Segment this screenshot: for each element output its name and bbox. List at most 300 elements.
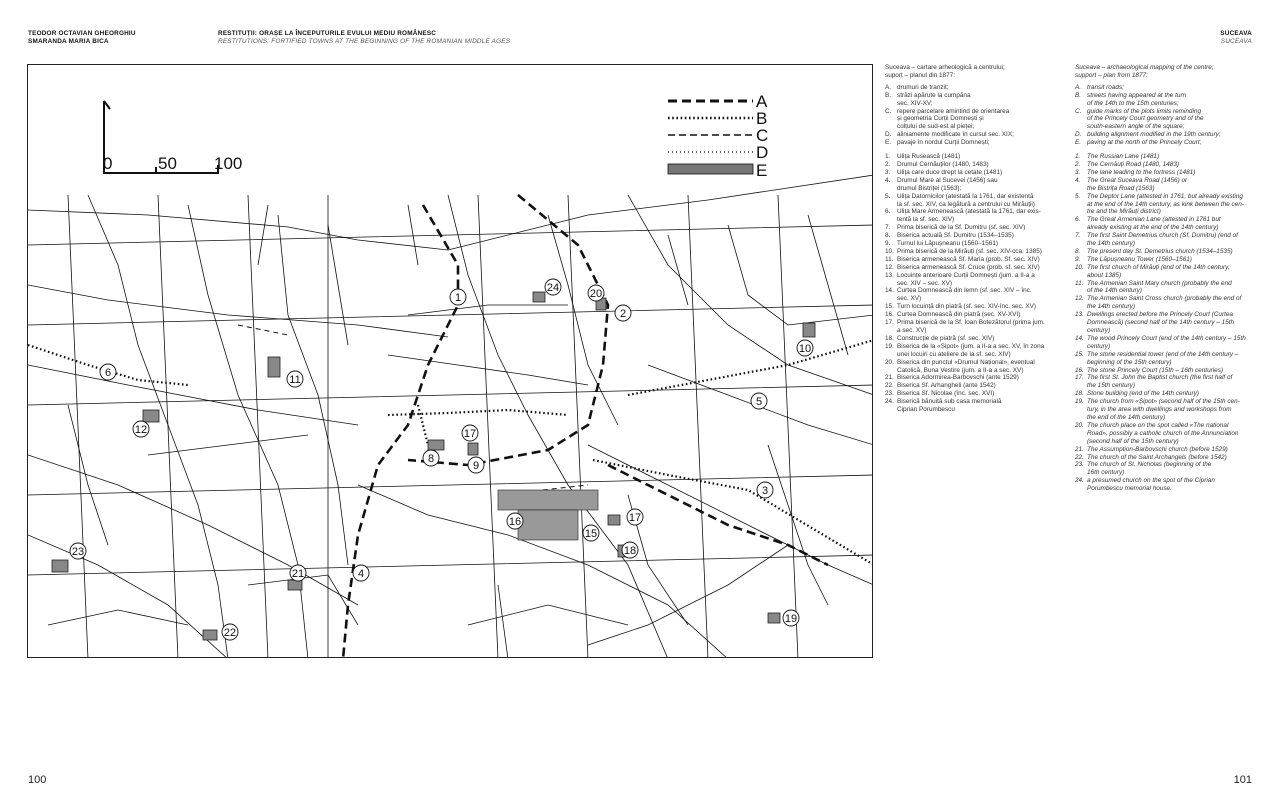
- caption-en-item-text: [1087, 216, 1255, 232]
- caption-en-item-number: 3.: [1075, 168, 1081, 176]
- site-label-10: 10: [798, 343, 812, 355]
- header-book-title: [218, 30, 510, 46]
- page-number-right: 101: [1233, 774, 1252, 786]
- caption-ro-item-line: Biserica Sf. Arhangheli (ante 1542): [897, 382, 996, 390]
- caption-en-item-line: The Great Suceava Road (1456) or: [1087, 176, 1188, 184]
- caption-ro-item: [885, 311, 1063, 319]
- caption-ro-item: [885, 193, 1063, 209]
- caption-en-legend-item: [1075, 84, 1255, 92]
- caption-en-item-line: beginning of the 15th century): [1087, 358, 1172, 366]
- caption-ro-item-number: 22.: [885, 382, 894, 390]
- caption-ro-item-line: Biserica actuală Sf. Dumitru (1534–1535): [897, 232, 1014, 240]
- caption-en-item: [1075, 461, 1255, 477]
- site-label-17-north: 17: [463, 428, 477, 440]
- site-label-1: 1: [454, 292, 462, 304]
- caption-en-item-line: tury, in the area with dwellings and workshops from: [1087, 406, 1232, 414]
- caption-en-item-text: [1087, 295, 1255, 311]
- caption-en-item-number: 24.: [1075, 477, 1084, 485]
- caption-en-item-text: [1087, 351, 1255, 367]
- site-label-19: 19: [784, 613, 798, 625]
- caption-en-item-line: The Assumption-Barbovschi church (before 1529): [1087, 445, 1228, 453]
- caption-en-legend-key: D.: [1075, 131, 1082, 139]
- caption-en-item: [1075, 280, 1255, 296]
- scale-label-50: 50: [158, 154, 177, 173]
- caption-ro-item: [885, 303, 1063, 311]
- caption-ro-legend-item: [885, 139, 1063, 147]
- caption-ro-item-number: 18.: [885, 334, 894, 342]
- scale-label-100: 100: [214, 154, 243, 173]
- caption-en-legend-line: of the Princely Court geometry and of the: [1087, 115, 1204, 123]
- caption-ro-item-text: [897, 272, 1063, 288]
- site-label-2: 2: [619, 308, 627, 320]
- caption-en-item-text: [1087, 153, 1255, 161]
- caption-ro-title-line: Suceava – cartare arheologică a centrului;: [885, 64, 1005, 71]
- caption-en-legend-line: transit roads;: [1087, 83, 1124, 91]
- caption-en-legend-text: [1087, 84, 1255, 92]
- site-label-17-south: 17: [628, 512, 642, 524]
- caption-en-item: [1075, 264, 1255, 280]
- caption-ro-item-line: a sec. XV): [897, 327, 927, 334]
- caption-ro-item-number: 7.: [885, 224, 891, 232]
- caption-en-item: [1075, 351, 1255, 367]
- caption-en-item-text: [1087, 311, 1255, 335]
- caption-ro-legend-line: străzi apărute la cumpăna: [897, 91, 971, 99]
- caption-en-item: [1075, 169, 1255, 177]
- caption-en-item-line: century): [1087, 327, 1111, 334]
- caption-en-item-number: 7.: [1075, 232, 1081, 240]
- caption-en-item: [1075, 193, 1255, 217]
- caption-ro-item-line: Turn locuință din piatră (sf. sec. XIV-înc. sec. XV): [897, 303, 1036, 311]
- caption-en-item: [1075, 454, 1255, 462]
- caption-en-item: [1075, 216, 1255, 232]
- caption-ro-item-text: [897, 256, 1063, 264]
- caption-en-item: [1075, 335, 1255, 351]
- author-2: SMARANDA MARIA BICA: [28, 38, 109, 45]
- caption-en-legend-text: [1087, 131, 1255, 139]
- caption-en-item-line: the 14th century): [1087, 240, 1135, 248]
- caption-en-legend-key: A.: [1075, 83, 1082, 91]
- caption-ro-item-number: 19.: [885, 342, 894, 350]
- caption-en-legend-item: [1075, 131, 1255, 139]
- caption-ro-item-line: Biserica din punctul «Drumul Național», eventual: [897, 358, 1035, 366]
- caption-en-item-line: Road», possibly a catholic church of the Annunciation: [1087, 429, 1239, 437]
- caption-ro-item-line: Locuințe anterioare Curții Domnești (jum. a II-a a: [897, 271, 1035, 279]
- header-city: [1220, 30, 1252, 46]
- caption-ro-legend-text: [897, 84, 1063, 92]
- caption-en-item-line: Stone building (end of the 14th century): [1087, 390, 1199, 398]
- caption-ro-item-number: 10.: [885, 247, 894, 255]
- caption-en-item-line: the 14th century): [1087, 303, 1135, 311]
- caption-ro-item-number: 23.: [885, 390, 894, 398]
- caption-ro-item-line: Ulița care duce drept la cetate (1481): [897, 168, 1003, 176]
- caption-en-item: [1075, 153, 1255, 161]
- caption-en-legend-line: building alignment modified in the 19th century;: [1087, 131, 1221, 139]
- caption-ro-item: [885, 272, 1063, 288]
- caption-en-item: [1075, 374, 1255, 390]
- site-label-23: 23: [71, 546, 85, 558]
- caption-en-item-line: (second half of the 15th century): [1087, 437, 1179, 445]
- legend-key-a: A: [756, 92, 768, 111]
- site-label-24: 24: [546, 282, 560, 294]
- caption-ro-legend-line: pavaje în nordul Curții Domnești;: [897, 139, 990, 147]
- caption-ro-item-line: Biserica Sf. Nicolae (înc. sec. XVI): [897, 390, 995, 398]
- caption-en-item: [1075, 177, 1255, 193]
- author-1: TEODOR OCTAVIAN GHEORGHIU: [28, 30, 136, 37]
- caption-ro-item-line: Curtea Domnească din piatră (sec. XV-XVI): [897, 311, 1021, 319]
- caption-ro-item-number: 15.: [885, 303, 894, 311]
- caption-ro-item-line: Biserica Adormirea-Barbovschi (ante 1529): [897, 374, 1019, 382]
- caption-en-item-number: 8.: [1075, 247, 1081, 255]
- caption-ro-item: [885, 224, 1063, 232]
- caption-en-legend-item: [1075, 108, 1255, 132]
- caption-ro-item-number: 14.: [885, 287, 894, 295]
- caption-ro-legend-line: aliniamente modificate în cursul sec. XIX;: [897, 131, 1014, 139]
- caption-ro-legend-key: B.: [885, 91, 892, 99]
- caption-en-item-text: [1087, 248, 1255, 256]
- caption-en-legend-key: E.: [1075, 139, 1082, 147]
- caption-ro-item-text: [897, 374, 1063, 382]
- caption-ro-item-line: Prima biserică de la Mirăuți (sf. sec. XIV-cca. 1385): [897, 247, 1042, 255]
- caption-en-item-text: [1087, 477, 1255, 493]
- caption-en-legend-key: B.: [1075, 91, 1082, 99]
- caption-en-item: [1075, 248, 1255, 256]
- caption-ro-legend-line: colțului de sud-est al pieței;: [897, 123, 975, 131]
- caption-en-item-text: [1087, 374, 1255, 390]
- caption-ro-item-line: la sf. sec. XIV, ca legătură a centrului cu Mirăuții): [897, 200, 1035, 208]
- caption-ro-item-text: [897, 153, 1063, 161]
- caption-en-item-line: The Lăpușneanu Tower (1560–1561): [1087, 255, 1192, 263]
- caption-ro-item-number: 11.: [885, 255, 894, 263]
- caption-ro-item: [885, 382, 1063, 390]
- caption-en-legend-text: [1087, 108, 1255, 132]
- caption-ro-item-text: [897, 335, 1063, 343]
- caption-ro-legend-key: E.: [885, 139, 892, 147]
- site-label-5: 5: [755, 396, 763, 408]
- caption-en-item-line: The church place on the spot called «The national: [1087, 421, 1229, 429]
- caption-ro-item-text: [897, 224, 1063, 232]
- caption-en-item-text: [1087, 398, 1255, 422]
- caption-en-item-number: 21.: [1075, 445, 1084, 453]
- caption-ro-item-line: Ulița Mare Armenească (atestată la 1761, dar exis-: [897, 208, 1041, 216]
- caption-ro-legend-item: [885, 84, 1063, 92]
- caption-ro-item-line: Turnul lui Lăpușneanu (1560–1561): [897, 240, 999, 248]
- caption-en-item-text: [1087, 422, 1255, 446]
- site-label-16: 16: [508, 516, 522, 528]
- caption-ro-item: [885, 287, 1063, 303]
- caption-en-item-line: of the 14th century): [1087, 287, 1143, 295]
- caption-en-item-number: 11.: [1075, 279, 1084, 287]
- caption-ro-item-line: sec. XV): [897, 295, 922, 303]
- caption-en-item-text: [1087, 446, 1255, 454]
- caption-en-item-text: [1087, 454, 1255, 462]
- caption-en-item-line: The wood Princely Court (end of the 14th century – 15th: [1087, 334, 1246, 342]
- caption-ro-item-text: [897, 382, 1063, 390]
- site-label-12: 12: [134, 424, 148, 436]
- caption-ro-item-text: [897, 311, 1063, 319]
- caption-en-item-line: The lane leading to the fortress (1481): [1087, 168, 1196, 176]
- caption-ro-item-number: 16.: [885, 311, 894, 319]
- caption-en-item: [1075, 161, 1255, 169]
- caption-ro-item-text: [897, 319, 1063, 335]
- caption-ro-item-number: 20.: [885, 358, 894, 366]
- legend-key-d: D: [756, 143, 769, 162]
- caption-en-item-text: [1087, 177, 1255, 193]
- caption-ro-item: [885, 374, 1063, 382]
- caption-en-item-number: 10.: [1075, 263, 1084, 271]
- legend-key-b: B: [756, 109, 768, 128]
- caption-en-item-number: 16.: [1075, 366, 1084, 374]
- caption-ro-item-text: [897, 208, 1063, 224]
- caption-en-item-line: the end of the 14th century): [1087, 413, 1166, 421]
- caption-en-item-line: 16th century): [1087, 469, 1125, 477]
- site-label-11: 11: [289, 374, 301, 386]
- caption-en-item-line: The Russian Lane (1481): [1087, 153, 1160, 161]
- caption-ro-item-number: 8.: [885, 232, 891, 240]
- caption-en-item-number: 2.: [1075, 160, 1081, 168]
- caption-en-item-number: 13.: [1075, 311, 1084, 319]
- caption-ro-item-line: sec. XIV – sec. XV): [897, 279, 953, 287]
- site-label-22: 22: [223, 627, 237, 639]
- caption-ro-item-number: 24.: [885, 398, 894, 406]
- caption-en-item-line: The Deptor Lane (attested in 1761, but already existing: [1087, 192, 1243, 200]
- caption-en-item-text: [1087, 264, 1255, 280]
- caption-ro-item-number: 12.: [885, 263, 894, 271]
- caption-ro-item: [885, 343, 1063, 359]
- caption-ro-item-line: Ciprian Porumbescu: [897, 406, 955, 414]
- caption-en-item-line: about 1385): [1087, 271, 1122, 279]
- caption-en-item-text: [1087, 169, 1255, 177]
- caption-ro-item: [885, 398, 1063, 414]
- caption-en-item: [1075, 477, 1255, 493]
- caption-ro-item-number: 9.: [885, 240, 891, 248]
- caption-en-legend-line: of the 14th to the 15th centuries;: [1087, 99, 1179, 107]
- site-label-20: 20: [589, 288, 603, 300]
- caption-en-item-number: 12.: [1075, 295, 1084, 303]
- caption-en-item-text: [1087, 390, 1255, 398]
- site-label-18: 18: [623, 545, 637, 557]
- caption-en: [1075, 64, 1255, 493]
- caption-en-item-line: at the end of the 14th century, as kink between the cen-: [1087, 200, 1244, 208]
- caption-ro-item-line: Biserica armenească Sf. Cruce (prob. sf. sec. XIV): [897, 263, 1040, 271]
- caption-en-item-line: tre and the Mirăuți district): [1087, 208, 1161, 216]
- caption-en-item: [1075, 367, 1255, 375]
- caption-ro-item-text: [897, 343, 1063, 359]
- caption-en-item-text: [1087, 161, 1255, 169]
- caption-ro-legend-line: și geometria Curții Domnești și: [897, 115, 984, 123]
- caption-ro-item: [885, 248, 1063, 256]
- caption-ro-item-text: [897, 264, 1063, 272]
- caption-ro-item-number: 6.: [885, 208, 891, 216]
- caption-en-item-line: The church of the Saint Archangels (before 1542): [1087, 453, 1227, 461]
- caption-en-item-number: 18.: [1075, 390, 1084, 398]
- caption-ro-item: [885, 240, 1063, 248]
- caption-ro-legend-text: [897, 108, 1063, 132]
- caption-ro-item-text: [897, 232, 1063, 240]
- caption-en-legend-item: [1075, 92, 1255, 108]
- caption-en-item-number: 14.: [1075, 334, 1084, 342]
- caption-en-item: [1075, 422, 1255, 446]
- caption-ro-item-number: 21.: [885, 374, 894, 382]
- caption-ro-legend-text: [897, 92, 1063, 108]
- caption-en-item-line: The Cernăuți Road (1480, 1483): [1087, 160, 1180, 168]
- caption-ro-item-line: Curtea Domnească din lemn (sf. sec. XIV – înc.: [897, 287, 1032, 295]
- caption-ro-legend-text: [897, 139, 1063, 147]
- caption-en-item: [1075, 256, 1255, 264]
- caption-ro-legend-item: [885, 131, 1063, 139]
- caption-ro-item: [885, 359, 1063, 375]
- caption-ro-item: [885, 177, 1063, 193]
- caption-ro-item: [885, 161, 1063, 169]
- caption-en-item-text: [1087, 280, 1255, 296]
- caption-en-item-number: 9.: [1075, 255, 1081, 263]
- caption-en-item-number: 20.: [1075, 421, 1084, 429]
- caption-ro-item-line: Drumul Cernăuților (1480, 1483): [897, 160, 989, 168]
- caption-ro-item-line: Construcție de piatră (sf. sec. XIV): [897, 334, 995, 342]
- caption-en-item-text: [1087, 367, 1255, 375]
- site-label-3: 3: [761, 485, 769, 497]
- caption-en-item-line: The Great Armenian Lane (attested in 1761 but: [1087, 216, 1221, 224]
- caption-en-item-number: 5.: [1075, 192, 1081, 200]
- caption-ro-item: [885, 153, 1063, 161]
- caption-ro-legend-key: A.: [885, 83, 892, 91]
- caption-en-item-line: the Bistrița Road (1563): [1087, 184, 1155, 192]
- caption-en-item: [1075, 390, 1255, 398]
- city-name: SUCEAVA: [1220, 30, 1252, 37]
- caption-ro-item-line: Biserica armenească Sf. Maria (prob. Sf. sec. XIV): [897, 255, 1040, 263]
- caption-en-item-line: century): [1087, 342, 1111, 350]
- caption-ro-legend-key: C.: [885, 107, 892, 115]
- site-label-9: 9: [472, 460, 480, 472]
- caption-en-title-line: support – plan from 1877:: [1075, 71, 1148, 79]
- caption-en-title-line: Suceava – archaeological mapping of the centre;: [1075, 64, 1214, 71]
- caption-ro-item-text: [897, 390, 1063, 398]
- caption-ro-title: [885, 64, 1063, 80]
- caption-ro-item-text: [897, 398, 1063, 414]
- caption-en-legend-line: south-eastern angle of the square;: [1087, 123, 1185, 131]
- site-label-6: 6: [104, 367, 112, 379]
- scale-label-0: 0: [103, 154, 113, 173]
- city-name-en: SUCEAVA: [1220, 38, 1252, 45]
- caption-ro-title-line: suport – planul din 1877:: [885, 71, 955, 79]
- caption-en-item-text: [1087, 335, 1255, 351]
- caption-ro-item-number: 13.: [885, 271, 894, 279]
- caption-en-item-line: the 15th century): [1087, 382, 1135, 390]
- header-authors: [28, 30, 136, 46]
- caption-ro-item-number: 17.: [885, 319, 894, 327]
- site-label-4: 4: [357, 568, 365, 580]
- caption-en-item-line: The church of St. Nicholas (beginning of the: [1087, 461, 1212, 469]
- caption-ro-item: [885, 169, 1063, 177]
- legend-key-c: C: [756, 126, 769, 145]
- site-label-15: 15: [584, 528, 598, 540]
- site-label-21: 21: [291, 568, 305, 580]
- caption-en-legend-line: streets having appeared at the turn: [1087, 91, 1187, 99]
- caption-ro-item-text: [897, 193, 1063, 209]
- caption-ro-item-line: Biserică bănuită sub casa memorială: [897, 398, 1002, 406]
- caption-en-item-text: [1087, 193, 1255, 217]
- caption-ro-item-line: Ulița Datornicilor (atestată la 1761, dar existentă: [897, 192, 1034, 200]
- caption-en-item-line: The church from «Șipot» (second half of the 15th cen-: [1087, 398, 1240, 406]
- caption-ro-item-text: [897, 177, 1063, 193]
- caption-ro-item: [885, 390, 1063, 398]
- caption-ro-item: [885, 232, 1063, 240]
- caption-en-legend-item: [1075, 139, 1255, 147]
- caption-en-item-line: The first St. John the Baptist church (the first half of: [1087, 374, 1233, 382]
- caption-en-title: [1075, 64, 1255, 80]
- caption-en-item-text: [1087, 461, 1255, 477]
- caption-ro-item-line: Prima biserică de la Sf. Ioan Botezătorul (prima jum.: [897, 319, 1045, 327]
- caption-ro-legend-key: D.: [885, 131, 892, 139]
- caption-en-item-line: The first church of Mirăuți (end of the 14th century,: [1087, 263, 1230, 271]
- caption-en-item-line: a presumed church on the spot of the Ciprian: [1087, 477, 1215, 485]
- caption-en-item-line: The stone Princely Court (15th – 16th centuries): [1087, 366, 1224, 374]
- caption-en-item-number: 6.: [1075, 216, 1081, 224]
- caption-en-legend-line: paving at the north of the Princely Court;: [1087, 139, 1202, 147]
- caption-en-item: [1075, 311, 1255, 335]
- caption-en-item: [1075, 232, 1255, 248]
- caption-ro-item-number: 2.: [885, 160, 891, 168]
- caption-en-item-line: Domnească) (second half of the 14th century – 15th: [1087, 319, 1235, 327]
- caption-en-item-line: Dwellings erected before the Princely Court (Curtea: [1087, 311, 1233, 319]
- caption-ro-item-text: [897, 248, 1063, 256]
- book-title-ro: RESTITUȚII: ORAȘE LA ÎNCEPUTURILE EVULUI MEDIU ROMÂNESC: [218, 30, 437, 37]
- caption-ro-item-text: [897, 240, 1063, 248]
- caption-en-item-number: 19.: [1075, 398, 1084, 406]
- caption-ro-item-line: Prima biserică de la Sf. Dumitru (sf. sec. XIV): [897, 224, 1026, 232]
- caption-en-item: [1075, 446, 1255, 454]
- caption-en-item-line: The Armenian Saint Cross church (probably the end of: [1087, 295, 1242, 303]
- caption-ro-item-line: Drumul Mare al Sucevei (1456) sau: [897, 176, 998, 184]
- caption-ro-item-text: [897, 169, 1063, 177]
- caption-en-legend-line: guide marks of the plots limits reminding: [1087, 107, 1202, 115]
- caption-ro-item-line: Catolică, Buna Vestire (jum. a II-a a sec. XV): [897, 366, 1024, 374]
- caption-en-item-line: The Armenian Saint Mary church (probably the end: [1087, 279, 1232, 287]
- caption-ro-item-line: unei locuiri cu ateliere de la sf. sec. XIV): [897, 350, 1011, 358]
- site-label-8: 8: [427, 453, 435, 465]
- page-number-left: 100: [28, 774, 47, 786]
- caption-ro-item-text: [897, 287, 1063, 303]
- caption-ro-item-number: 5.: [885, 192, 891, 200]
- legend-key-e: E: [756, 161, 768, 180]
- caption-en-item-line: The first Saint Demetrius church (Sf. Dumitru) (end of: [1087, 232, 1238, 240]
- caption-en-item-text: [1087, 256, 1255, 264]
- caption-en-legend-text: [1087, 139, 1255, 147]
- caption-en-item: [1075, 398, 1255, 422]
- caption-ro-item: [885, 256, 1063, 264]
- caption-ro-legend-line: repere parcelare amintind de orientarea: [897, 107, 1010, 115]
- caption-en-item-number: 15.: [1075, 350, 1084, 358]
- caption-ro-item-line: Biserica de la «Șipot» (jum. a II-a a sec. XV, în zona: [897, 342, 1045, 350]
- caption-ro-item-line: drumul Bistriței (1563);: [897, 184, 962, 192]
- caption-ro-item: [885, 335, 1063, 343]
- caption-ro: [885, 64, 1063, 414]
- caption-en-item: [1075, 295, 1255, 311]
- caption-ro-legend-item: [885, 92, 1063, 108]
- caption-ro-item: [885, 264, 1063, 272]
- caption-ro-legend-line: drumuri de tranzit;: [897, 83, 949, 91]
- caption-en-item-line: Porumbescu memorial house.: [1087, 485, 1172, 493]
- caption-en-item-line: The present day St. Demetrius church (1534–1535): [1087, 247, 1233, 255]
- caption-ro-legend-item: [885, 108, 1063, 132]
- caption-en-item-number: 1.: [1075, 153, 1081, 161]
- caption-ro-legend-text: [897, 131, 1063, 139]
- caption-ro-item-number: 3.: [885, 168, 891, 176]
- archaeological-map: [27, 64, 873, 658]
- caption-en-item-line: already existing at the end of the 14th century): [1087, 224, 1219, 232]
- caption-ro-legend-line: sec. XIV-XV;: [897, 99, 933, 107]
- caption-ro-item-text: [897, 359, 1063, 375]
- caption-ro-item-text: [897, 303, 1063, 311]
